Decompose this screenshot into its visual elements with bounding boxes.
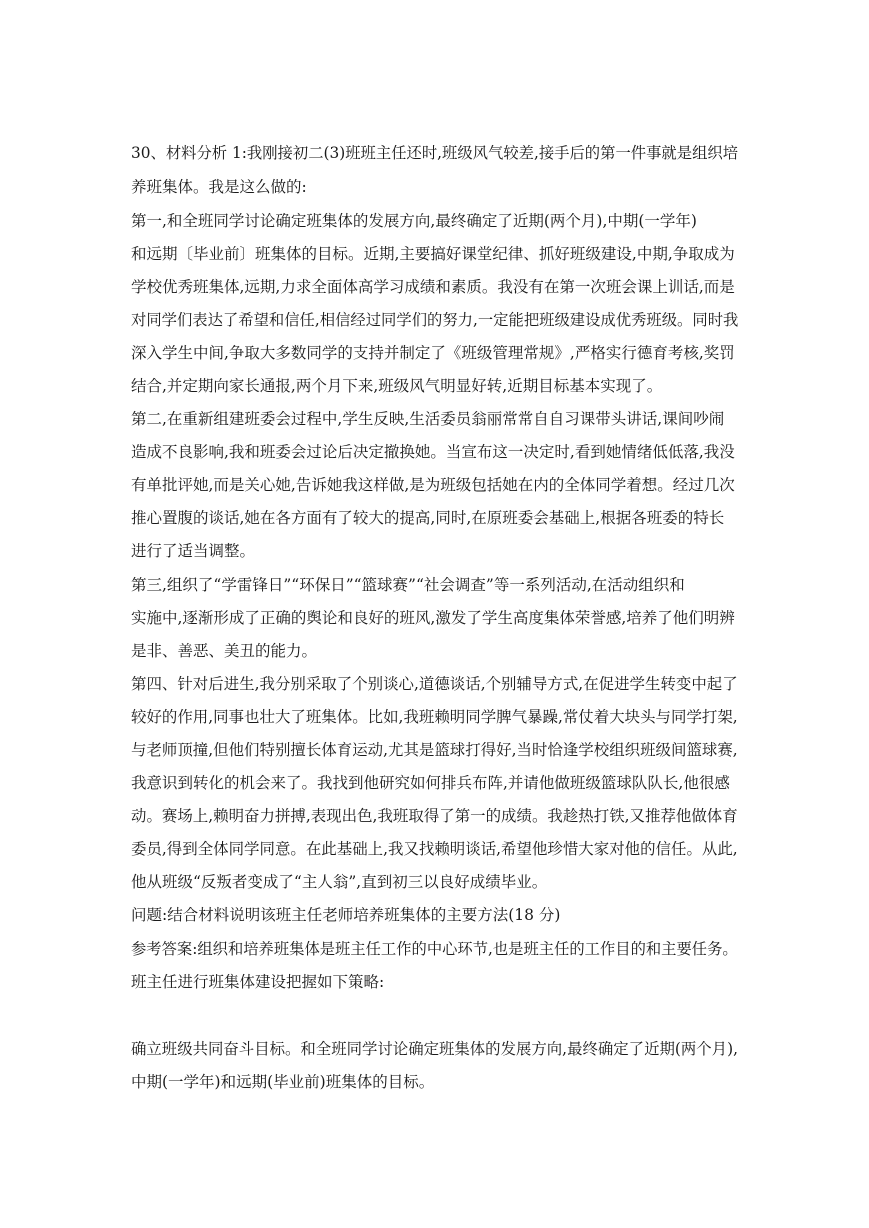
text-line: 造成不良影响,我和班委会过论后决定撤换她。当宣布这一决定时,看到她情绪低低落,我没 <box>131 443 735 461</box>
text-line: 我意识到转化的机会来了。我找到他研究如何排兵布阵,并请他做班级篮球队队长,他很感 <box>131 774 730 792</box>
text-line: 第三,组织了“学雷锋日”“环保日”“篮球赛”“社会调查”等一系列活动,在活动组织和 <box>131 576 685 594</box>
text-line: 动。赛场上,赖明奋力拼搏,表现出色,我班取得了第一的成绩。我趁热打铁,又推荐他做体育 <box>131 807 738 825</box>
text-line: 结合,并定期向家长通报,两个月下来,班级风气明显好转,近期目标基本实现了。 <box>131 377 663 395</box>
text-line: 进行了适当调整。 <box>131 542 256 560</box>
answer-line: 中期(一学年)和远期(毕业前)班集体的目标。 <box>131 1073 435 1091</box>
answer-line: 班主任进行班集体建设把握如下策略: <box>131 973 385 991</box>
text-line: 与老师顶撞,但他们特别擅长体育运动,尤其是篮球打得好,当时恰逢学校组织班级间篮球赛, <box>131 741 738 759</box>
answer-line: 参考答案:组织和培养班集体是班主任工作的中心环节,也是班主任的工作目的和主要任务。 <box>131 940 738 958</box>
answer-line: 确立班级共同奋斗目标。和全班同学讨论确定班集体的发展方向,最终确定了近期(两个月), <box>131 1040 738 1058</box>
text-line: 第一,和全班同学讨论确定班集体的发展方向,最终确定了近期(两个月),中期(一学年) <box>131 212 697 230</box>
text-line: 和远期〔毕业前〕班集体的目标。近期,主要搞好课堂纪律、抓好班级建设,中期,争取成为 <box>131 245 735 263</box>
text-line: 第二,在重新组建班委会过程中,学生反映,生活委员翁丽常常自自习课带头讲话,课间吵闹 <box>131 410 725 428</box>
text-line: 较好的作用,同事也壮大了班集体。比如,我班赖明同学脾气暴躁,常仗着大块头与同学打架, <box>131 708 738 726</box>
text-line: 是非、善恶、美丑的能力。 <box>131 642 318 660</box>
text-line: 实施中,逐渐形成了正确的舆论和良好的班风,激发了学生高度集体荣誉感,培养了他们明辨 <box>131 609 735 627</box>
text-line: 30、材料分析 1:我刚接初二(3)班班主任还时,班级风气较差,接手后的第一件事就是组织培 <box>131 144 739 162</box>
text-line: 养班集体。我是这么做的: <box>131 178 307 196</box>
text-line: 对同学们表达了希望和信任,相信经过同学们的努力,一定能把班级建设成优秀班级。同时我 <box>131 311 739 329</box>
text-line: 委员,得到全体同学同意。在此基础上,我又找赖明谈话,希望他珍惜大家对他的信任。从此, <box>131 840 738 858</box>
text-line: 深入学生中间,争取大多数同学的支持并制定了《班级管理常规》,严格实行德育考核,奖罚 <box>131 344 735 362</box>
question-line: 问题:结合材料说明该班主任老师培养班集体的主要方法(18 分) <box>131 906 561 924</box>
text-line: 推心置腹的谈话,她在各方面有了较大的提高,同时,在原班委会基础上,根据各班委的特长 <box>131 509 725 527</box>
text-line: 第四、针对后进生,我分别采取了个别谈心,道德谈话,个别辅导方式,在促进学生转变中起了 <box>131 675 738 693</box>
text-line: 学校优秀班集体,远期,力求全面体高学习成绩和素质。我没有在第一次班会课上训话,而是 <box>131 278 735 296</box>
text-line: 有单批评她,而是关心她,告诉她我这样做,是为班级包括她在内的全体同学着想。经过几次 <box>131 476 735 494</box>
text-line: 他从班级“反叛者变成了“主人翁”,直到初三以良好成绩毕业。 <box>131 873 548 891</box>
